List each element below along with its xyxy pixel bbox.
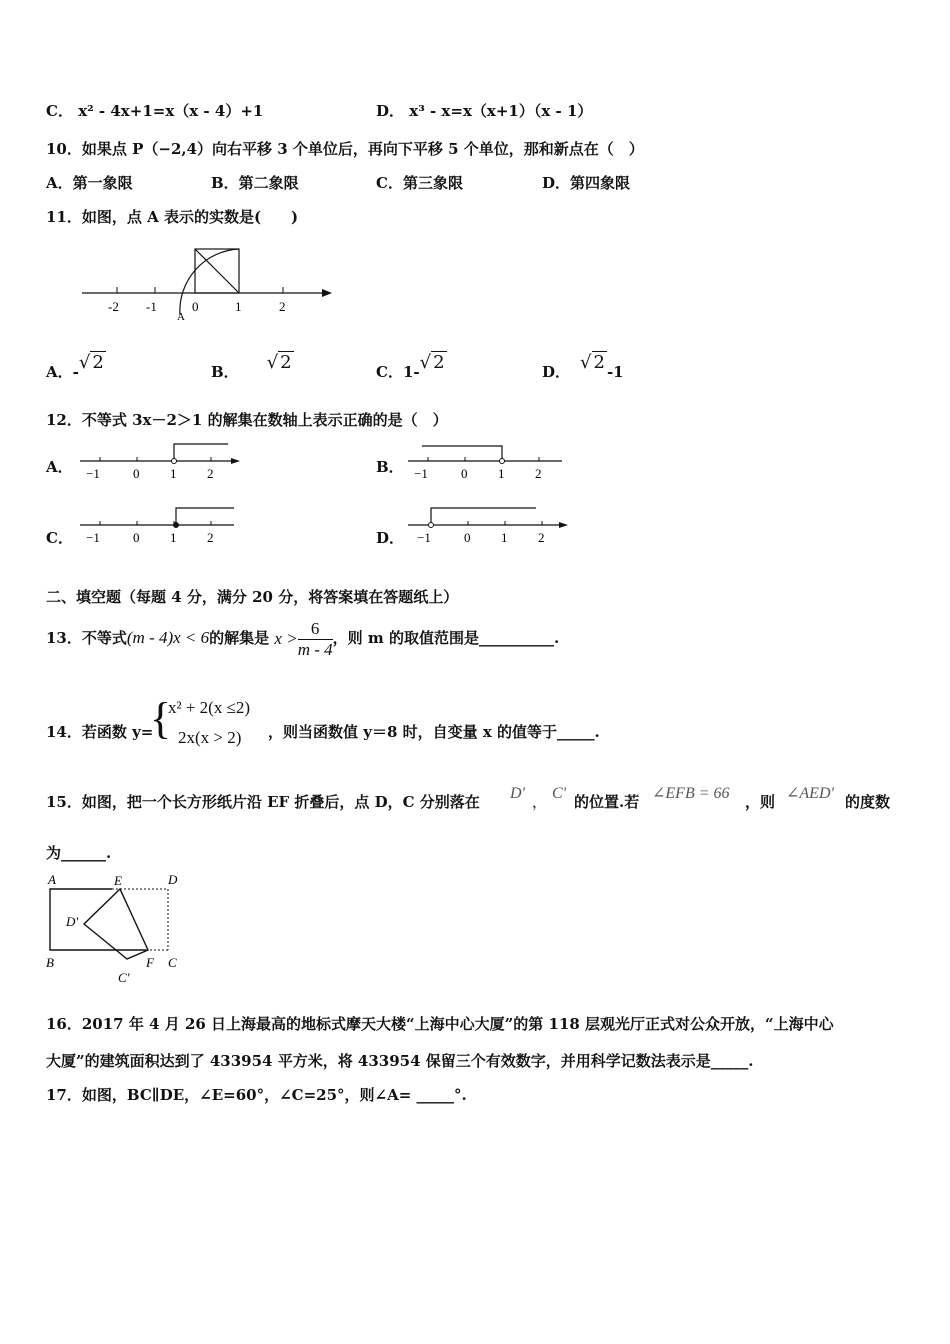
q11-option-d-sqrt: √ 2 bbox=[580, 352, 605, 373]
q12-tick-label: 1 bbox=[170, 530, 177, 545]
q11-axis-arrow bbox=[322, 289, 332, 297]
q11-option-c-sqrt: √ 2 bbox=[419, 352, 445, 373]
q9-option-d-label: D． bbox=[376, 102, 405, 120]
q12-tick-label: −1 bbox=[86, 466, 100, 481]
q12-option-a-number-line bbox=[76, 440, 242, 482]
q16-line2: 大厦”的建筑面积达到了 433954 平方米，将 433954 保留三个有效数字，并用科学记数法表示是_____. bbox=[46, 1052, 754, 1070]
q12-tick-label: 0 bbox=[464, 530, 471, 545]
q15-label-f: F bbox=[146, 955, 154, 970]
q10-option-d: D．第四象限 bbox=[542, 174, 631, 192]
q13-fraction-numerator: 6 bbox=[298, 619, 333, 640]
q12-tick-label: 1 bbox=[498, 466, 505, 481]
q12-label-a: A． bbox=[46, 458, 73, 476]
q15-angle-efb: ∠EFB = 66 bbox=[652, 785, 730, 802]
q11-option-d-label: D． bbox=[542, 363, 571, 381]
q13 bbox=[46, 616, 559, 660]
q11-option-a-prefix: - bbox=[72, 363, 79, 381]
q12-tick-label: 2 bbox=[538, 530, 545, 545]
q11-compass-arc bbox=[180, 249, 239, 315]
q13-solution-x: x > bbox=[274, 629, 298, 648]
q15-separator: ， bbox=[532, 793, 548, 811]
section-heading: 二、填空题（每题 4 分，满分 20 分，将答案填在答题纸上） bbox=[46, 588, 459, 606]
q15-mid2: ，则 bbox=[745, 793, 776, 811]
q14-case-1: x² + 2(x ≤2) bbox=[168, 698, 251, 717]
q12-tick-label: −1 bbox=[86, 530, 100, 545]
q12-tick-label: 2 bbox=[535, 466, 542, 481]
q15-rectangle bbox=[50, 889, 146, 950]
q15-label-d: D bbox=[168, 872, 178, 887]
q13-inequality: (m - 4)x < 6 bbox=[126, 628, 210, 647]
q11-number-line-figure bbox=[76, 216, 338, 326]
q9-option-c-label: C． bbox=[46, 102, 73, 120]
q9-option-d bbox=[376, 101, 592, 121]
q15-label-c: C bbox=[168, 955, 177, 970]
q12-tick-label: 1 bbox=[170, 466, 177, 481]
q11-option-b-sqrt: √ 2 bbox=[266, 352, 292, 373]
q11-point-a-label: A bbox=[177, 311, 185, 323]
q11-option-b bbox=[211, 352, 294, 388]
q16-line1: 16．2017 年 4 月 26 日上海最高的地标式摩天大楼“上海中心大厦”的第 118 层观光厅正式对公众开放，“上海中心 bbox=[46, 1015, 834, 1033]
q11-option-a bbox=[46, 352, 106, 388]
q15-label-b: B bbox=[46, 955, 54, 970]
q11-tick-label: 1 bbox=[235, 299, 242, 314]
q12-stem: 12．不等式 3x－2＞1 的解集在数轴上表示正确的是（ ） bbox=[46, 411, 448, 429]
q11-option-d-suffix: -1 bbox=[606, 363, 624, 381]
q11-option-a-sqrt: √ 2 bbox=[78, 352, 104, 373]
q10-option-c: C．第三象限 bbox=[376, 174, 463, 192]
q13-fraction-denominator: m - 4 bbox=[297, 639, 333, 659]
q11-tick-label: -1 bbox=[146, 299, 157, 314]
q10-stem: 10．如果点 P（−2,4）向右平移 3 个单位后，再向下平移 5 个单位，那和新点在（ ） bbox=[46, 140, 644, 158]
q11-option-b-label: B． bbox=[211, 363, 239, 381]
q11-stem: 11．如图，点 A 表示的实数是( ) bbox=[46, 208, 299, 226]
q12-tick-label: 1 bbox=[501, 530, 508, 545]
q12-tick-label: 2 bbox=[207, 530, 214, 545]
q13-prefix: 13．不等式 bbox=[46, 629, 127, 647]
q15-suffix: 的度数 bbox=[845, 793, 891, 811]
q13-suffix: ，则 m 的取值范围是__________. bbox=[332, 629, 560, 647]
q11-option-a-label: A． bbox=[46, 363, 73, 381]
q12-tick-label: 0 bbox=[133, 530, 140, 545]
q11-tick-label: 0 bbox=[192, 299, 199, 314]
q15-mid: 的位置.若 bbox=[574, 793, 640, 811]
q15-angle-aed: ∠AED' bbox=[786, 785, 834, 802]
q15-folding-figure bbox=[44, 868, 186, 986]
q11-option-c-label: C． bbox=[376, 363, 403, 381]
q12-tick-label: −1 bbox=[414, 466, 428, 481]
q11-option-d bbox=[542, 352, 624, 388]
q15-folded-flap bbox=[84, 889, 148, 959]
q12-option-c-number-line bbox=[76, 502, 242, 546]
q14-prefix: 14．若函数 y= bbox=[46, 723, 154, 741]
q15-line2: 为______. bbox=[46, 844, 112, 862]
q10-option-a: A．第一象限 bbox=[46, 174, 133, 192]
q15-c-prime: C' bbox=[552, 785, 567, 802]
q14-case-2: 2x(x > 2) bbox=[178, 728, 242, 747]
q11-option-c bbox=[376, 352, 447, 388]
q17-text: 17．如图，BC∥DE，∠E=60°，∠C=25°，则∠A= _____°. bbox=[46, 1086, 467, 1104]
q11-diagonal bbox=[195, 249, 239, 293]
q13-mid: 的解集是 bbox=[209, 629, 270, 647]
q11-tick-label: 2 bbox=[279, 299, 286, 314]
q10-option-b: B．第二象限 bbox=[211, 174, 299, 192]
q15-d-prime: D' bbox=[510, 785, 525, 802]
q12-label-c: C． bbox=[46, 529, 73, 547]
q12-label-d: D． bbox=[376, 529, 405, 547]
q15-label-a: A bbox=[48, 872, 56, 887]
q15-label-d-prime: D' bbox=[66, 914, 79, 929]
q12-label-b: B． bbox=[376, 458, 404, 476]
q9-option-c bbox=[46, 101, 263, 121]
q11-option-c-prefix: 1- bbox=[402, 363, 420, 381]
q9-option-d-expression: x³ - x=x（x+1）（x - 1） bbox=[409, 102, 593, 120]
q12-tick-label: 0 bbox=[133, 466, 140, 481]
q15-prefix: 15．如图，把一个长方形纸片沿 EF 折叠后，点 D，C 分别落在 bbox=[46, 793, 480, 811]
q13-fraction bbox=[298, 619, 333, 660]
q15-label-c-prime: C' bbox=[118, 970, 130, 985]
q12-option-b-number-line bbox=[404, 440, 570, 482]
q12-option-d-number-line bbox=[404, 502, 570, 546]
q11-tick-label: -2 bbox=[108, 299, 119, 314]
q15-label-e: E bbox=[114, 873, 122, 888]
q9-option-c-expression: x² - 4x+1=x（x - 4）+1 bbox=[78, 102, 264, 120]
q12-tick-label: 0 bbox=[461, 466, 468, 481]
q14-brace: { bbox=[150, 694, 172, 743]
q14-suffix: ，则当函数值 y＝8 时，自变量 x 的值等于_____. bbox=[268, 723, 600, 741]
q12-tick-label: −1 bbox=[417, 530, 431, 545]
q12-tick-label: 2 bbox=[207, 466, 214, 481]
